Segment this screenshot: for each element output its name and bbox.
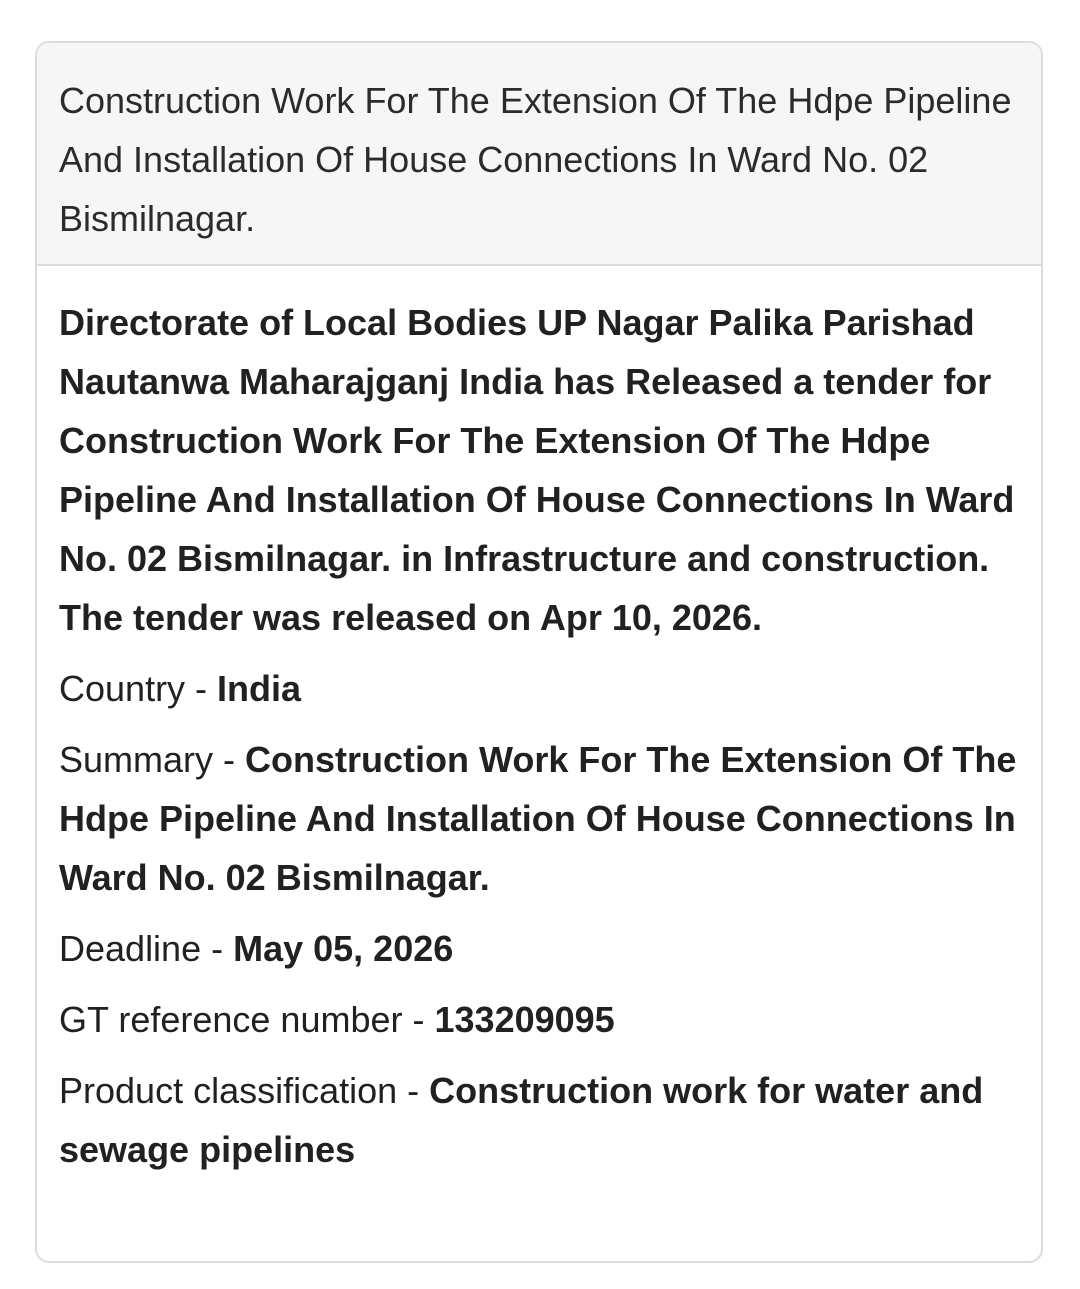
country-label: Country - (59, 668, 218, 709)
product-classification-field (59, 1061, 1019, 1179)
intro-tender-title: Construction Work For The Extension Of The Hdpe Pipeline And Installation Of House Connections In Ward No. 02 Bismilnagar. (59, 420, 1015, 579)
deadline-label: Deadline - (59, 928, 234, 969)
gt-reference-label: GT reference number - (59, 999, 435, 1040)
tender-intro (59, 293, 1019, 647)
tender-card-header (37, 43, 1041, 266)
summary-label: Summary - (59, 739, 246, 780)
tender-title: Construction Work For The Extension Of The Hdpe Pipeline And Installation Of House Connections In Ward No. 02 Bismilnagar. (59, 80, 1012, 239)
gt-reference-field (59, 990, 1019, 1049)
deadline-value: May 05, 2026 (233, 928, 454, 969)
tender-card (35, 41, 1043, 1263)
tender-card-body (37, 266, 1041, 1179)
product-classification-value: Construction work for water and sewage pipelines (59, 1070, 984, 1170)
product-classification-label: Product classification - (59, 1070, 430, 1111)
released-text: has Released a tender for (543, 361, 992, 402)
country-field (59, 659, 1019, 718)
organization-name: Directorate of Local Bodies UP Nagar Palika Parishad Nautanwa Maharajganj India (59, 302, 975, 402)
deadline-field (59, 919, 1019, 978)
country-value: India (217, 668, 302, 709)
summary-value: Construction Work For The Extension Of The Hdpe Pipeline And Installation Of House Connections In Ward No. 02 Bismilnagar. (59, 739, 1017, 898)
summary-field (59, 730, 1019, 907)
sector-release-text: in Infrastructure and construction. The tender was released on Apr 10, 2026. (59, 538, 990, 638)
gt-reference-value: 133209095 (434, 999, 615, 1040)
